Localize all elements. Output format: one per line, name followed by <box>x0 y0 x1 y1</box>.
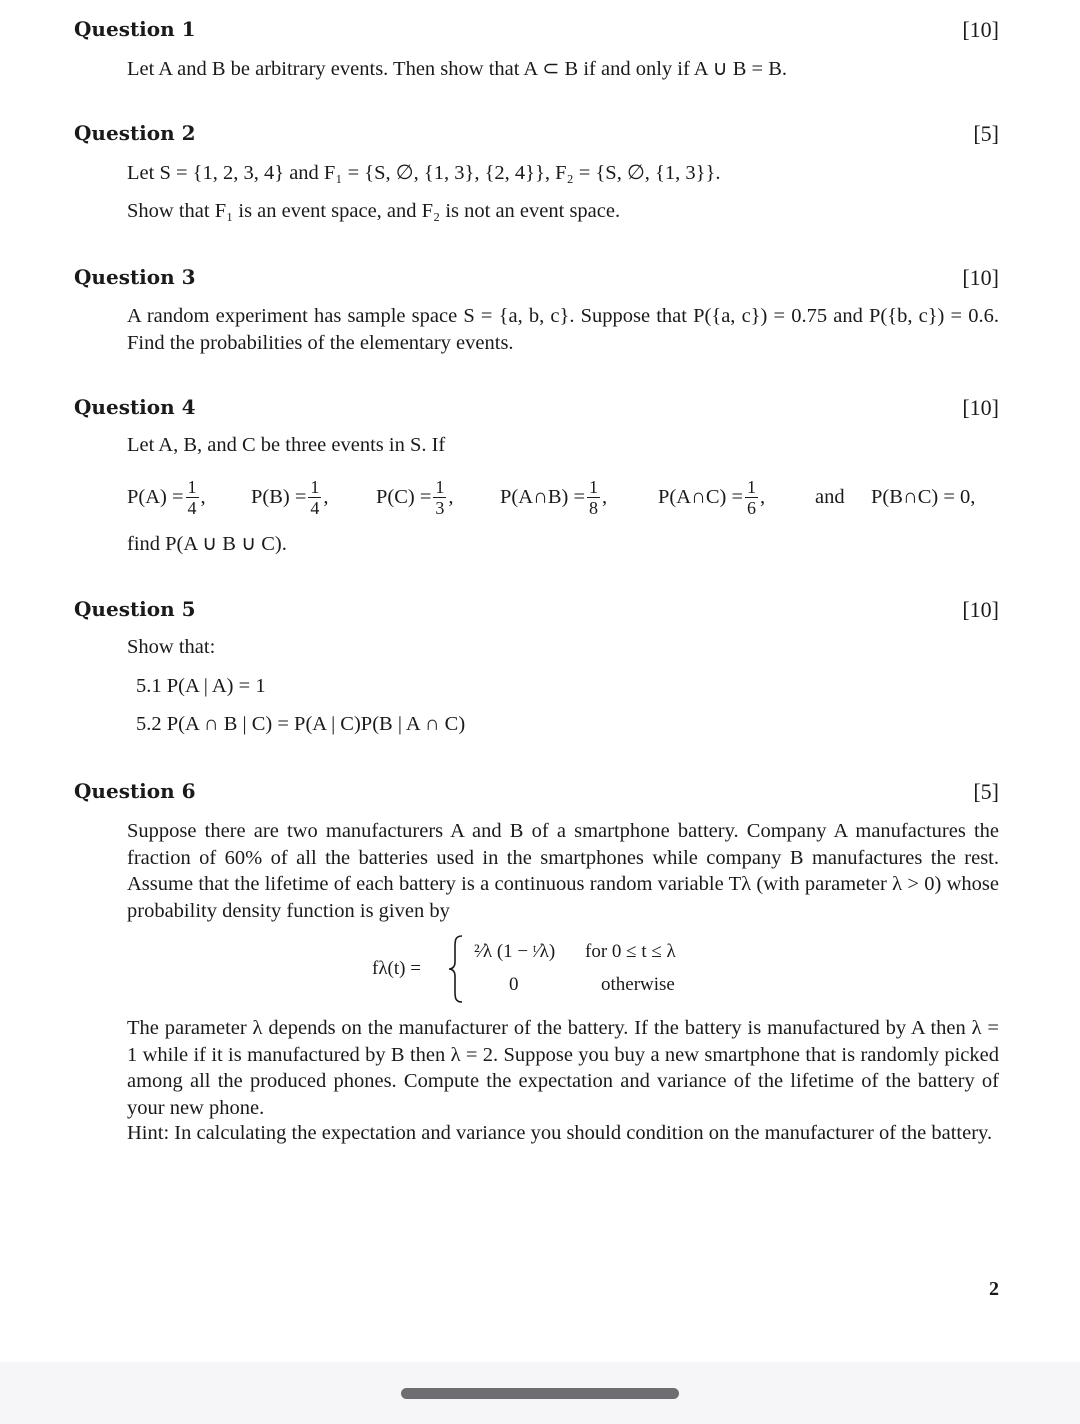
eq-p-c <box>376 468 454 526</box>
question-5-intro: Show that: <box>127 636 216 658</box>
question-5-item-2: 5.2 P(A ∩ B | C) = P(A | C)P(B | A ∩ C) <box>136 713 466 735</box>
question-3-text: A random experiment has sample space S = {a, b, c}. Suppose that P({a, c}) = 0.75 and P({b, c}) = 0.6. Find the probabilities of the elementary events. <box>127 305 999 354</box>
eq-and-word: and <box>815 485 845 508</box>
eq-p-b-fraction <box>308 477 321 518</box>
question-5-header <box>74 597 999 627</box>
question-4-equation-row <box>127 468 999 526</box>
eq-p-b-and-c: P(B∩C) = 0, <box>871 485 976 508</box>
question-6-paragraph-2: The parameter λ depends on the manufacturer of the battery. If the battery is manufactured by A then λ = 1 while if it is manufactured by B then λ = 2. Suppose you buy a new smartphone that is randomly picked among all the produced phones. Compute the expectation and variance of the lifetime of the battery of your new phone. <box>127 1017 999 1119</box>
eq-p-b-den: 4 <box>310 497 320 518</box>
question-6-paragraph-1: Suppose there are two manufacturers A and B of a smartphone battery. Company A manufactures the fraction of 60% of all the batteries used in the smartphones while company B manufactures the rest. Assume that the lifetime of each battery is a continuous random variable Tλ (with parameter λ > 0) whose probability density function is given by <box>127 820 999 922</box>
eq-p-a-and-b <box>500 468 607 526</box>
eq-p-b-label: P(B) = <box>251 485 307 508</box>
question-1-text: Let A and B be arbitrary events. Then show that A ⊂ B if and only if A ∪ B = B. <box>127 58 788 80</box>
pdf-lhs: fλ(t) = <box>372 958 421 979</box>
eq-p-a-sep: , <box>200 485 206 508</box>
eq-p-a-den: 4 <box>187 497 197 518</box>
question-5-title: Question 5 <box>74 597 196 621</box>
eq-p-a-and-c-num: 1 <box>747 476 757 497</box>
question-6-hint: Hint: In calculating the expectation and variance you should condition on the manufacturer of the battery. <box>127 1122 993 1144</box>
question-6-header <box>74 779 999 809</box>
question-3-header <box>74 265 999 295</box>
question-3-title: Question 3 <box>74 265 196 289</box>
pdf-case-2-condition: otherwise <box>601 974 675 995</box>
eq-p-c-den: 3 <box>435 497 445 518</box>
eq-p-a-fraction <box>186 477 199 518</box>
question-2-marks: [5] <box>973 121 999 146</box>
question-5-marks: [10] <box>962 597 999 622</box>
left-brace-icon <box>446 934 466 1004</box>
pdf-case-2-expression: 0 <box>509 974 519 995</box>
question-2-title: Question 2 <box>74 121 196 145</box>
pdf-case-1-expression: ²⁄λ (1 − ᵗ⁄λ) <box>474 941 556 962</box>
eq-p-a-and-b-label: P(A∩B) = <box>500 485 586 508</box>
question-4-header <box>74 395 999 425</box>
question-1-title: Question 1 <box>74 17 196 41</box>
question-2-line-2: Show that F₁ is an event space, and F₂ is not an event space. <box>127 200 621 222</box>
question-6-marks: [5] <box>973 779 999 804</box>
eq-p-a <box>127 468 206 526</box>
question-1-header <box>74 17 999 47</box>
eq-p-c-sep: , <box>448 485 454 508</box>
page-number: 2 <box>989 1278 999 1300</box>
eq-p-a-and-c-label: P(A∩C) = <box>658 485 744 508</box>
home-indicator[interactable] <box>401 1388 679 1399</box>
question-4-marks: [10] <box>962 395 999 420</box>
eq-p-c-num: 1 <box>435 476 445 497</box>
eq-p-a-and-b-num: 1 <box>589 476 599 497</box>
question-4-find: find P(A ∪ B ∪ C). <box>127 533 287 555</box>
question-4-title: Question 4 <box>74 395 196 419</box>
question-6-title: Question 6 <box>74 779 196 803</box>
eq-p-a-and-b-sep: , <box>602 485 608 508</box>
question-4-intro: Let A, B, and C be three events in S. If <box>127 434 446 456</box>
eq-p-a-and-c-fraction <box>745 477 758 518</box>
eq-p-c-fraction <box>433 477 446 518</box>
eq-p-b-sep: , <box>323 485 329 508</box>
eq-p-a-and-b-fraction <box>587 477 600 518</box>
eq-p-a-and-c <box>658 468 765 526</box>
eq-p-b-num: 1 <box>310 476 320 497</box>
eq-p-a-num: 1 <box>187 476 197 497</box>
question-2-line-1: Let S = {1, 2, 3, 4} and F₁ = {S, ∅, {1, 3}, {2, 4}}, F₂ = {S, ∅, {1, 3}}. <box>127 162 721 184</box>
question-1-marks: [10] <box>962 17 999 42</box>
eq-p-a-and-c-den: 6 <box>747 497 757 518</box>
eq-p-a-label: P(A) = <box>127 485 184 508</box>
eq-p-b <box>251 468 329 526</box>
eq-p-c-label: P(C) = <box>376 485 432 508</box>
question-5-item-1: 5.1 P(A | A) = 1 <box>136 675 266 697</box>
eq-p-a-and-b-den: 8 <box>589 497 599 518</box>
question-2-header <box>74 121 999 151</box>
question-3-marks: [10] <box>962 265 999 290</box>
eq-p-a-and-c-sep: , <box>760 485 766 508</box>
pdf-case-1-condition: for 0 ≤ t ≤ λ <box>585 941 676 962</box>
